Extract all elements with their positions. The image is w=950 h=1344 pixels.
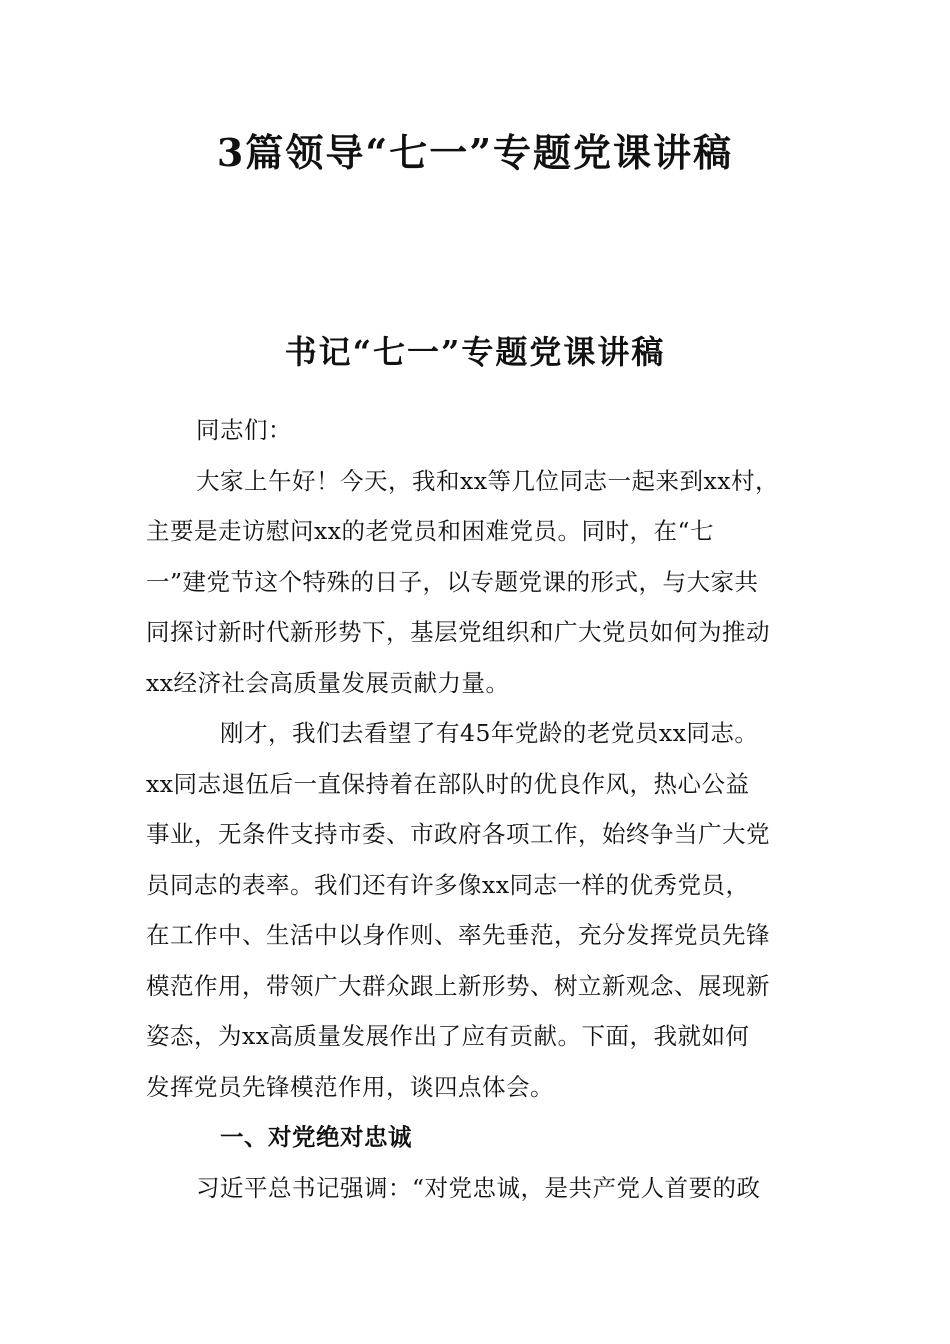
paragraph-line: xx经济社会高质量发展贡献力量。	[146, 668, 510, 697]
document-title: 3篇领导“七一”专题党课讲稿	[216, 130, 734, 175]
paragraph-line: 习近平总书记强调：“对党忠诚，是共产党人首要的政	[196, 1173, 761, 1202]
paragraph-line: 员同志的表率。我们还有许多像xx同志一样的优秀党员，	[146, 870, 750, 899]
paragraph-line: 同探讨新时代新形势下，基层党组织和广大党员如何为推动	[146, 618, 770, 646]
paragraph-line: 一”建党节这个特殊的日子，以专题党课的形式，与大家共	[146, 567, 759, 596]
paragraph-line: 发挥党员先锋模范作用，谈四点体会。	[146, 1072, 554, 1101]
paragraph-line: xx同志退伍后一直保持着在部队时的优良作风，热心公益	[146, 769, 750, 798]
paragraph-line: 模范作用，带领广大群众跟上新形势、树立新观念、展现新	[146, 971, 770, 1000]
subsection-heading: 一、对党绝对忠诚	[220, 1123, 412, 1151]
paragraph-line: 事业，无条件支持市委、市政府各项工作，始终争当广大党	[146, 820, 770, 848]
section-title: 书记“七一”专题党课讲稿	[284, 333, 666, 371]
paragraph-line: 刚才，我们去看望了有45年党龄的老党员xx同志。	[220, 719, 759, 747]
paragraph-line: 主要是走访慰问xx的老党员和困难党员。同时，在“七	[146, 517, 715, 545]
document-body	[146, 405, 814, 1213]
salutation: 同志们：	[196, 416, 292, 444]
paragraph-line: 大家上午好！今天，我和xx等几位同志一起来到xx村，	[196, 466, 780, 495]
paragraph-line: 姿态，为xx高质量发展作出了应有贡献。下面，我就如何	[146, 1022, 750, 1050]
paragraph-line: 在工作中、生活中以身作则、率先垂范，充分发挥党员先锋	[146, 921, 770, 949]
